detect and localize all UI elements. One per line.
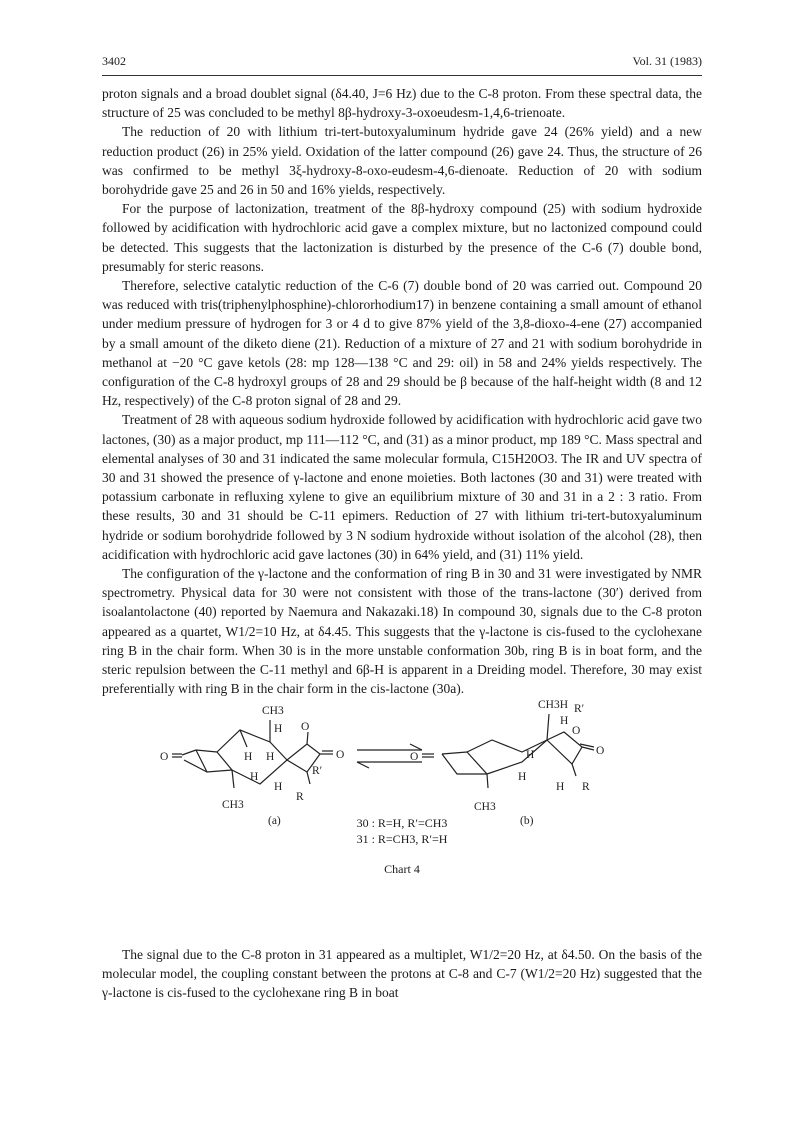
atom-label: R [582,781,590,793]
paragraph: Therefore, selective catalytic reduction of the C-6 (7) double bond of 20 was carried out. Compound 20 was reduced with tris(triphenylphosphine)-chlororhodium17) in benzene containing a small amount of ethanol under medium pressure of hydrogen for 3 or 4 d to give 87% yield of the 3,8-dioxo-4-ene (27) accompanied by a small amount of the diketo diene (21). Reduction of a mixture of 27 and 21 with sodium borohydride in methanol at −20 °C gave ketols (28: mp 128—138 °C and 29: oil) in 58 and 24% yields respectively. The configuration of the C-8 hydroxyl groups of 28 and 29 should be β because of the half-height width (8 and 12 Hz, respectively) of the C-8 proton signal of 28 and 29. [102,278,702,409]
atom-label: H [274,781,283,793]
paragraph: Treatment of 28 with aqueous sodium hydroxide followed by acidification with hydrochloric acid gave two lactones, (30) as a major product, mp 111—112 °C, and (31) as a minor product, mp 189 °C. Mass spectral and elemental analyses of 30 and 31 indicated the same molecular formula, C15H20O3. The IR and UV spectra of 30 and 31 showed the presence of γ-lactone and enone moieties. Both lactones (30 and 31) were treated with potassium carbonate in refluxing xylene to give an equilibrium mixture of 30 and 31 in a 2 : 3 ratio. From these results, 30 and 31 should be C-11 epimers. Reduction of 27 with lithium tri-tert-butoxyaluminum hydride or sodium borohydride followed by 3 N sodium hydroxide without isolation of the alcohol (28), then acidification with hydrochloric acid gave lactones (30) in 64% yield, and (31) 11% yield. [102,412,702,562]
page-number: 3402 [102,54,126,68]
atom-label: O [336,749,345,761]
atom-label: CH3 [474,801,496,813]
conformer-label-b: (b) [520,815,534,827]
page-header [102,54,702,70]
atom-label: H [526,749,535,761]
header-rule [102,75,702,76]
conformer-label-a: (a) [268,815,281,827]
atom-label: CH3 [222,799,244,811]
atom-label: O [301,721,310,733]
body-text [102,84,702,699]
legend-30: 30 : R=H, R′=CH3 [356,816,448,830]
atom-label: O [596,745,605,757]
atom-label: R′ [312,765,323,777]
paragraph: proton signals and a broad doublet signal (δ4.40, J=6 Hz) due to the C-8 proton. From these spectral data, the structure of 25 was concluded to be methyl 8β-hydroxy-3-oxoeudesm-1,4,6-trienoate. [102,86,702,121]
chart-4-figure [102,692,702,932]
chemical-structures [102,692,702,932]
paragraph: For the purpose of lactonization, treatment of the 8β-hydroxy compound (25) with sodium hydroxide followed by acidification with hydrochloric acid gave a complex mixture, but no lactonized compound could be detected. This suggests that the lactonization is disturbed by the presence of the C-6 (7) double bond, presumably for steric reasons. [102,201,702,274]
atom-label: H [560,715,569,727]
atom-label: H [518,771,527,783]
atom-label: H [250,771,259,783]
atom-label: CH3 [262,705,284,717]
chart-caption: Chart 4 [384,862,420,876]
atom-label: O [160,751,169,763]
paragraph: The reduction of 20 with lithium tri-tert-butoxyaluminum hydride gave 24 (26% yield) and a new reduction product (26) in 25% yield. Oxidation of the latter compound (26) gave 24. Thus, the structure of 26 was confirmed to be methyl 3ξ-hydroxy-8-oxo-eudesm-4,6-dienoate. Reduction of 20 with sodium borohydride gave 25 and 26 in 50 and 16% yields, respectively. [102,124,702,198]
atom-label: H [556,781,565,793]
paragraph: The configuration of the γ-lactone and the conformation of ring B in 30 and 31 were investigated by NMR spectrometry. Physical data for 30 were not consistent with those of the trans-lactone (30′) derived from isoalantolactone (40) reported by Naemura and Nakazaki.18) In compound 30, signals due to the C-8 proton appeared as a quartet, W1/2=10 Hz, at δ4.45. This suggests that the γ-lactone is cis-fused to the cyclohexane ring B in the chair form. When 30 is in the more unstable conformation 30b, ring B is in boat form, and the steric repulsion between the C-11 methyl and 6β-H is apparent in a Dreiding model. Therefore, 30 may exist preferentially with ring B in the chair form in the cis-lactone (30a). [102,566,702,697]
atom-label: H [266,751,275,763]
journal-volume: Vol. 31 (1983) [632,54,702,68]
atom-label: R [296,791,304,803]
atom-label: O [572,725,581,737]
atom-label: H [274,723,283,735]
paragraph: The signal due to the C-8 proton in 31 appeared as a multiplet, W1/2=20 Hz, at δ4.50. On the basis of the molecular model, the coupling constant between the protons at C-8 and C-7 (W1/2=20 Hz) suggested that the γ-lactone is cis-fused to the cyclohexane ring B in boat [102,947,702,1001]
body-text-continued [102,945,702,1003]
atom-label: CH3H [538,699,569,711]
legend-31: 31 : R=CH3, R′=H [356,832,448,846]
atom-label: O [410,751,419,763]
atom-label: R′ [574,703,585,715]
atom-label: H [244,751,253,763]
